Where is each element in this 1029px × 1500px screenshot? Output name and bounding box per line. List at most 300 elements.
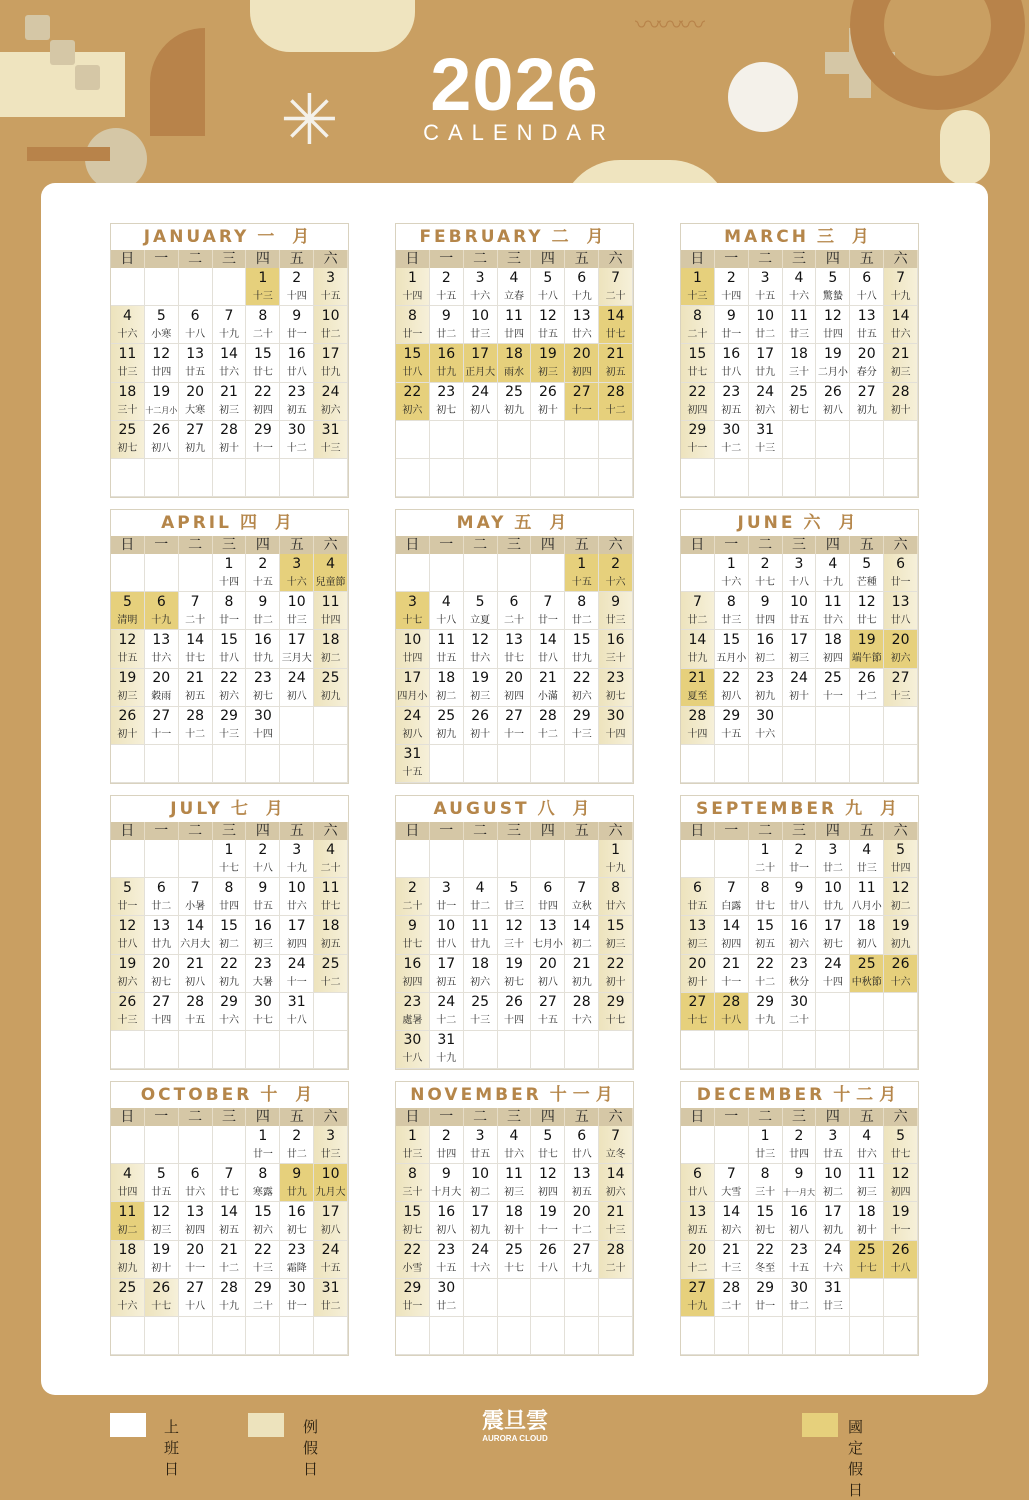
- day-cell[interactable]: [280, 878, 314, 916]
- day-cell[interactable]: [179, 878, 213, 916]
- day-cell[interactable]: [145, 878, 179, 916]
- day-cell[interactable]: [850, 916, 884, 954]
- day-cell[interactable]: [816, 383, 850, 421]
- day-cell[interactable]: [498, 592, 532, 630]
- day-cell[interactable]: [816, 306, 850, 344]
- day-cell[interactable]: [213, 916, 247, 954]
- day-cell[interactable]: [565, 554, 599, 592]
- day-cell[interactable]: [816, 955, 850, 993]
- day-cell[interactable]: [280, 1241, 314, 1279]
- day-cell[interactable]: [145, 1241, 179, 1279]
- day-cell[interactable]: [396, 1031, 430, 1069]
- day-cell[interactable]: [749, 1126, 783, 1164]
- day-cell[interactable]: [430, 916, 464, 954]
- day-cell[interactable]: [884, 955, 918, 993]
- day-cell[interactable]: [783, 669, 817, 707]
- day-cell[interactable]: [246, 1164, 280, 1202]
- day-cell[interactable]: [145, 383, 179, 421]
- day-cell[interactable]: [430, 268, 464, 306]
- day-cell[interactable]: [749, 916, 783, 954]
- day-cell[interactable]: [565, 1202, 599, 1240]
- day-cell[interactable]: [213, 554, 247, 592]
- day-cell[interactable]: [396, 268, 430, 306]
- day-cell[interactable]: [430, 878, 464, 916]
- day-cell[interactable]: [850, 268, 884, 306]
- day-cell[interactable]: [498, 306, 532, 344]
- day-cell[interactable]: [464, 630, 498, 668]
- day-cell[interactable]: [749, 840, 783, 878]
- day-cell[interactable]: [531, 268, 565, 306]
- day-cell[interactable]: [396, 1279, 430, 1317]
- day-cell[interactable]: [599, 554, 633, 592]
- day-cell[interactable]: [213, 993, 247, 1031]
- day-cell[interactable]: [179, 344, 213, 382]
- day-cell[interactable]: [884, 1241, 918, 1279]
- day-cell[interactable]: [179, 1241, 213, 1279]
- day-cell[interactable]: [430, 1031, 464, 1069]
- day-cell[interactable]: [749, 878, 783, 916]
- day-cell[interactable]: [464, 383, 498, 421]
- day-cell[interactable]: [681, 707, 715, 745]
- day-cell[interactable]: [280, 955, 314, 993]
- day-cell[interactable]: [246, 840, 280, 878]
- day-cell[interactable]: [280, 993, 314, 1031]
- day-cell[interactable]: [599, 707, 633, 745]
- day-cell[interactable]: [213, 1241, 247, 1279]
- day-cell[interactable]: [850, 878, 884, 916]
- day-cell[interactable]: [816, 344, 850, 382]
- day-cell[interactable]: [783, 592, 817, 630]
- day-cell[interactable]: [396, 383, 430, 421]
- day-cell[interactable]: [850, 383, 884, 421]
- day-cell[interactable]: [314, 592, 348, 630]
- day-cell[interactable]: [816, 630, 850, 668]
- day-cell[interactable]: [430, 1126, 464, 1164]
- day-cell[interactable]: [111, 993, 145, 1031]
- day-cell[interactable]: [280, 383, 314, 421]
- day-cell[interactable]: [314, 268, 348, 306]
- day-cell[interactable]: [783, 306, 817, 344]
- day-cell[interactable]: [783, 344, 817, 382]
- day-cell[interactable]: [179, 1279, 213, 1317]
- day-cell[interactable]: [179, 916, 213, 954]
- day-cell[interactable]: [111, 306, 145, 344]
- day-cell[interactable]: [396, 993, 430, 1031]
- day-cell[interactable]: [681, 630, 715, 668]
- day-cell[interactable]: [145, 707, 179, 745]
- day-cell[interactable]: [498, 344, 532, 382]
- day-cell[interactable]: [145, 955, 179, 993]
- day-cell[interactable]: [884, 592, 918, 630]
- day-cell[interactable]: [715, 1241, 749, 1279]
- day-cell[interactable]: [396, 306, 430, 344]
- day-cell[interactable]: [314, 630, 348, 668]
- day-cell[interactable]: [498, 955, 532, 993]
- day-cell[interactable]: [280, 268, 314, 306]
- day-cell[interactable]: [715, 592, 749, 630]
- day-cell[interactable]: [179, 421, 213, 459]
- day-cell[interactable]: [850, 955, 884, 993]
- day-cell[interactable]: [179, 1202, 213, 1240]
- day-cell[interactable]: [749, 1164, 783, 1202]
- day-cell[interactable]: [498, 383, 532, 421]
- day-cell[interactable]: [884, 630, 918, 668]
- day-cell[interactable]: [246, 383, 280, 421]
- day-cell[interactable]: [498, 878, 532, 916]
- day-cell[interactable]: [314, 916, 348, 954]
- day-cell[interactable]: [430, 1164, 464, 1202]
- day-cell[interactable]: [145, 344, 179, 382]
- day-cell[interactable]: [213, 592, 247, 630]
- day-cell[interactable]: [464, 268, 498, 306]
- day-cell[interactable]: [464, 955, 498, 993]
- day-cell[interactable]: [816, 1202, 850, 1240]
- day-cell[interactable]: [715, 1164, 749, 1202]
- day-cell[interactable]: [396, 344, 430, 382]
- day-cell[interactable]: [213, 1202, 247, 1240]
- day-cell[interactable]: [314, 840, 348, 878]
- day-cell[interactable]: [179, 993, 213, 1031]
- day-cell[interactable]: [246, 955, 280, 993]
- day-cell[interactable]: [246, 916, 280, 954]
- day-cell[interactable]: [213, 421, 247, 459]
- day-cell[interactable]: [246, 1279, 280, 1317]
- day-cell[interactable]: [715, 916, 749, 954]
- day-cell[interactable]: [749, 1279, 783, 1317]
- day-cell[interactable]: [430, 669, 464, 707]
- day-cell[interactable]: [430, 306, 464, 344]
- day-cell[interactable]: [396, 916, 430, 954]
- day-cell[interactable]: [816, 878, 850, 916]
- day-cell[interactable]: [565, 878, 599, 916]
- day-cell[interactable]: [599, 1241, 633, 1279]
- day-cell[interactable]: [681, 916, 715, 954]
- day-cell[interactable]: [280, 1279, 314, 1317]
- day-cell[interactable]: [850, 1126, 884, 1164]
- day-cell[interactable]: [715, 421, 749, 459]
- day-cell[interactable]: [111, 916, 145, 954]
- day-cell[interactable]: [430, 707, 464, 745]
- day-cell[interactable]: [850, 554, 884, 592]
- day-cell[interactable]: [565, 306, 599, 344]
- day-cell[interactable]: [213, 383, 247, 421]
- day-cell[interactable]: [599, 306, 633, 344]
- day-cell[interactable]: [783, 1241, 817, 1279]
- day-cell[interactable]: [246, 421, 280, 459]
- day-cell[interactable]: [314, 1241, 348, 1279]
- day-cell[interactable]: [111, 344, 145, 382]
- day-cell[interactable]: [179, 707, 213, 745]
- day-cell[interactable]: [464, 1164, 498, 1202]
- day-cell[interactable]: [246, 669, 280, 707]
- day-cell[interactable]: [396, 669, 430, 707]
- day-cell[interactable]: [213, 344, 247, 382]
- day-cell[interactable]: [884, 344, 918, 382]
- day-cell[interactable]: [111, 1202, 145, 1240]
- day-cell[interactable]: [681, 306, 715, 344]
- day-cell[interactable]: [246, 878, 280, 916]
- day-cell[interactable]: [850, 306, 884, 344]
- day-cell[interactable]: [430, 993, 464, 1031]
- day-cell[interactable]: [681, 1279, 715, 1317]
- day-cell[interactable]: [816, 1241, 850, 1279]
- day-cell[interactable]: [498, 916, 532, 954]
- day-cell[interactable]: [111, 592, 145, 630]
- day-cell[interactable]: [111, 630, 145, 668]
- day-cell[interactable]: [246, 707, 280, 745]
- day-cell[interactable]: [816, 1279, 850, 1317]
- day-cell[interactable]: [816, 669, 850, 707]
- day-cell[interactable]: [884, 878, 918, 916]
- day-cell[interactable]: [430, 630, 464, 668]
- day-cell[interactable]: [565, 955, 599, 993]
- day-cell[interactable]: [430, 383, 464, 421]
- day-cell[interactable]: [280, 1126, 314, 1164]
- day-cell[interactable]: [396, 592, 430, 630]
- day-cell[interactable]: [783, 1126, 817, 1164]
- day-cell[interactable]: [884, 1126, 918, 1164]
- day-cell[interactable]: [280, 421, 314, 459]
- day-cell[interactable]: [565, 1164, 599, 1202]
- day-cell[interactable]: [749, 592, 783, 630]
- day-cell[interactable]: [850, 1164, 884, 1202]
- day-cell[interactable]: [213, 707, 247, 745]
- day-cell[interactable]: [783, 878, 817, 916]
- day-cell[interactable]: [213, 955, 247, 993]
- day-cell[interactable]: [565, 669, 599, 707]
- day-cell[interactable]: [599, 344, 633, 382]
- day-cell[interactable]: [111, 1241, 145, 1279]
- day-cell[interactable]: [314, 1164, 348, 1202]
- day-cell[interactable]: [850, 630, 884, 668]
- day-cell[interactable]: [850, 1241, 884, 1279]
- day-cell[interactable]: [464, 707, 498, 745]
- day-cell[interactable]: [715, 707, 749, 745]
- day-cell[interactable]: [531, 669, 565, 707]
- day-cell[interactable]: [314, 955, 348, 993]
- day-cell[interactable]: [565, 916, 599, 954]
- day-cell[interactable]: [783, 554, 817, 592]
- day-cell[interactable]: [280, 1164, 314, 1202]
- day-cell[interactable]: [396, 1126, 430, 1164]
- day-cell[interactable]: [430, 1241, 464, 1279]
- day-cell[interactable]: [565, 630, 599, 668]
- day-cell[interactable]: [111, 707, 145, 745]
- day-cell[interactable]: [111, 383, 145, 421]
- day-cell[interactable]: [850, 1202, 884, 1240]
- day-cell[interactable]: [681, 1241, 715, 1279]
- day-cell[interactable]: [599, 840, 633, 878]
- day-cell[interactable]: [531, 993, 565, 1031]
- day-cell[interactable]: [396, 878, 430, 916]
- day-cell[interactable]: [464, 993, 498, 1031]
- day-cell[interactable]: [531, 1126, 565, 1164]
- day-cell[interactable]: [213, 878, 247, 916]
- day-cell[interactable]: [280, 1202, 314, 1240]
- day-cell[interactable]: [816, 840, 850, 878]
- day-cell[interactable]: [715, 344, 749, 382]
- day-cell[interactable]: [715, 383, 749, 421]
- day-cell[interactable]: [314, 1126, 348, 1164]
- day-cell[interactable]: [715, 993, 749, 1031]
- day-cell[interactable]: [715, 554, 749, 592]
- day-cell[interactable]: [145, 592, 179, 630]
- day-cell[interactable]: [749, 669, 783, 707]
- day-cell[interactable]: [565, 993, 599, 1031]
- day-cell[interactable]: [280, 669, 314, 707]
- day-cell[interactable]: [749, 344, 783, 382]
- day-cell[interactable]: [783, 993, 817, 1031]
- day-cell[interactable]: [715, 268, 749, 306]
- day-cell[interactable]: [715, 306, 749, 344]
- day-cell[interactable]: [213, 1279, 247, 1317]
- day-cell[interactable]: [179, 955, 213, 993]
- day-cell[interactable]: [145, 306, 179, 344]
- day-cell[interactable]: [464, 306, 498, 344]
- day-cell[interactable]: [884, 840, 918, 878]
- day-cell[interactable]: [464, 669, 498, 707]
- day-cell[interactable]: [498, 268, 532, 306]
- day-cell[interactable]: [498, 669, 532, 707]
- day-cell[interactable]: [715, 1202, 749, 1240]
- day-cell[interactable]: [884, 554, 918, 592]
- day-cell[interactable]: [783, 916, 817, 954]
- day-cell[interactable]: [498, 1164, 532, 1202]
- day-cell[interactable]: [783, 840, 817, 878]
- day-cell[interactable]: [396, 630, 430, 668]
- day-cell[interactable]: [599, 669, 633, 707]
- day-cell[interactable]: [749, 955, 783, 993]
- day-cell[interactable]: [179, 1164, 213, 1202]
- day-cell[interactable]: [599, 993, 633, 1031]
- day-cell[interactable]: [213, 1164, 247, 1202]
- day-cell[interactable]: [498, 1202, 532, 1240]
- day-cell[interactable]: [111, 669, 145, 707]
- day-cell[interactable]: [498, 993, 532, 1031]
- day-cell[interactable]: [715, 878, 749, 916]
- day-cell[interactable]: [715, 955, 749, 993]
- day-cell[interactable]: [599, 955, 633, 993]
- day-cell[interactable]: [246, 554, 280, 592]
- day-cell[interactable]: [783, 1202, 817, 1240]
- day-cell[interactable]: [430, 344, 464, 382]
- day-cell[interactable]: [599, 630, 633, 668]
- day-cell[interactable]: [280, 840, 314, 878]
- day-cell[interactable]: [111, 1279, 145, 1317]
- day-cell[interactable]: [816, 1126, 850, 1164]
- day-cell[interactable]: [213, 630, 247, 668]
- day-cell[interactable]: [246, 592, 280, 630]
- day-cell[interactable]: [396, 955, 430, 993]
- day-cell[interactable]: [531, 1202, 565, 1240]
- day-cell[interactable]: [783, 383, 817, 421]
- day-cell[interactable]: [531, 383, 565, 421]
- day-cell[interactable]: [145, 1279, 179, 1317]
- day-cell[interactable]: [681, 1202, 715, 1240]
- day-cell[interactable]: [498, 1241, 532, 1279]
- day-cell[interactable]: [850, 592, 884, 630]
- day-cell[interactable]: [111, 1164, 145, 1202]
- day-cell[interactable]: [145, 993, 179, 1031]
- day-cell[interactable]: [145, 421, 179, 459]
- day-cell[interactable]: [498, 630, 532, 668]
- day-cell[interactable]: [464, 878, 498, 916]
- day-cell[interactable]: [681, 993, 715, 1031]
- day-cell[interactable]: [565, 1126, 599, 1164]
- day-cell[interactable]: [464, 344, 498, 382]
- day-cell[interactable]: [145, 916, 179, 954]
- day-cell[interactable]: [884, 306, 918, 344]
- day-cell[interactable]: [715, 669, 749, 707]
- day-cell[interactable]: [783, 1279, 817, 1317]
- day-cell[interactable]: [464, 916, 498, 954]
- day-cell[interactable]: [246, 1241, 280, 1279]
- day-cell[interactable]: [749, 1241, 783, 1279]
- day-cell[interactable]: [715, 1279, 749, 1317]
- day-cell[interactable]: [430, 955, 464, 993]
- day-cell[interactable]: [749, 993, 783, 1031]
- day-cell[interactable]: [749, 1202, 783, 1240]
- day-cell[interactable]: [531, 955, 565, 993]
- day-cell[interactable]: [884, 268, 918, 306]
- day-cell[interactable]: [280, 306, 314, 344]
- day-cell[interactable]: [314, 878, 348, 916]
- day-cell[interactable]: [246, 993, 280, 1031]
- day-cell[interactable]: [816, 1164, 850, 1202]
- day-cell[interactable]: [749, 421, 783, 459]
- day-cell[interactable]: [396, 1164, 430, 1202]
- day-cell[interactable]: [396, 1202, 430, 1240]
- day-cell[interactable]: [783, 630, 817, 668]
- day-cell[interactable]: [396, 1241, 430, 1279]
- day-cell[interactable]: [430, 592, 464, 630]
- day-cell[interactable]: [681, 344, 715, 382]
- day-cell[interactable]: [246, 1202, 280, 1240]
- day-cell[interactable]: [681, 268, 715, 306]
- day-cell[interactable]: [179, 630, 213, 668]
- day-cell[interactable]: [246, 344, 280, 382]
- day-cell[interactable]: [531, 630, 565, 668]
- day-cell[interactable]: [681, 421, 715, 459]
- day-cell[interactable]: [850, 669, 884, 707]
- day-cell[interactable]: [314, 554, 348, 592]
- day-cell[interactable]: [246, 268, 280, 306]
- day-cell[interactable]: [816, 592, 850, 630]
- day-cell[interactable]: [599, 592, 633, 630]
- day-cell[interactable]: [565, 707, 599, 745]
- day-cell[interactable]: [430, 1202, 464, 1240]
- day-cell[interactable]: [464, 1241, 498, 1279]
- day-cell[interactable]: [464, 592, 498, 630]
- day-cell[interactable]: [681, 592, 715, 630]
- day-cell[interactable]: [599, 268, 633, 306]
- day-cell[interactable]: [145, 1202, 179, 1240]
- day-cell[interactable]: [749, 268, 783, 306]
- day-cell[interactable]: [179, 592, 213, 630]
- day-cell[interactable]: [565, 1241, 599, 1279]
- day-cell[interactable]: [850, 840, 884, 878]
- day-cell[interactable]: [681, 383, 715, 421]
- day-cell[interactable]: [314, 306, 348, 344]
- day-cell[interactable]: [783, 268, 817, 306]
- day-cell[interactable]: [314, 1279, 348, 1317]
- day-cell[interactable]: [280, 630, 314, 668]
- day-cell[interactable]: [884, 1202, 918, 1240]
- day-cell[interactable]: [213, 306, 247, 344]
- day-cell[interactable]: [179, 669, 213, 707]
- day-cell[interactable]: [681, 1164, 715, 1202]
- day-cell[interactable]: [565, 344, 599, 382]
